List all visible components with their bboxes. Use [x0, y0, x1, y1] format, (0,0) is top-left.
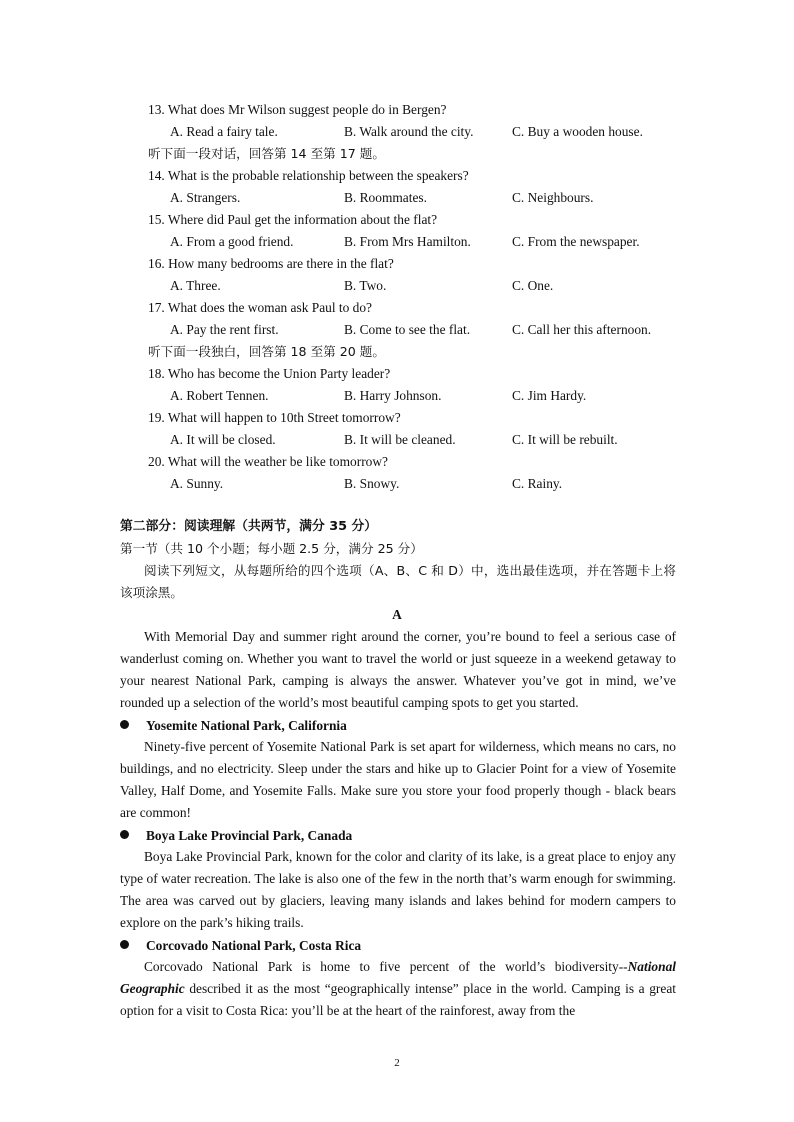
park-heading-text: Yosemite National Park, California [146, 718, 347, 733]
question-16-text: 16. How many bedrooms are there in the flat? [148, 256, 394, 271]
reading-instructions: 阅读下列短文，从每题所给的四个选项（A、B、C 和 D）中，选出最佳选项，并在答题卡上将该项涂黑。 [120, 563, 676, 600]
instruction-18-20: 听下面一段独白，回答第 18 至第 20 题。 [148, 344, 385, 359]
question-17-option-c: C. Call her this afternoon. [512, 322, 652, 337]
section-one-title: 第一节（共 10 个小题；每小题 2.5 分，满分 25 分） [120, 541, 423, 556]
question-14-text: 14. What is the probable relationship between the speakers? [148, 168, 469, 183]
bullet-icon [120, 940, 129, 949]
question-14-option-a: A. Strangers. [170, 190, 241, 205]
park-heading-yosemite [120, 717, 347, 735]
park-text-boya-lake: Boya Lake Provincial Park, known for the color and clarity of its lake, is a great place to enjoy any type of water recreation. The lake is also one of the few in the north that’s warm enough for swimming. The area was carved out by glaciers, leaving many islands and lakes behind for modern campers to explore on the park’s hiking trails. [120, 849, 676, 930]
question-19-option-c: C. It will be rebuilt. [512, 432, 618, 447]
passage-intro: With Memorial Day and summer right around the corner, you’re bound to feel a serious case of wanderlust coming on. Whether you want to travel the world or just squeeze in a weekend getaway to your nearest National Park, camping is always the answer. Whatever you’ve got in mind, we’ve rounded up a selection of the world’s most beautiful camping spots to get you started. [120, 629, 676, 710]
question-15-option-c: C. From the newspaper. [512, 234, 640, 249]
question-17-option-b: B. Come to see the flat. [344, 322, 471, 337]
park-heading-corcovado [120, 937, 361, 955]
park-text-part: Corcovado National Park is home to five percent of the world’s biodiversity-- [144, 959, 628, 974]
passage-letter: A [392, 607, 402, 622]
park-heading-text: Boya Lake Provincial Park, Canada [146, 828, 353, 843]
question-20-text: 20. What will the weather be like tomorrow? [148, 454, 388, 469]
instruction-14-17: 听下面一段对话，回答第 14 至第 17 题。 [148, 146, 385, 161]
question-20-option-a: A. Sunny. [170, 476, 224, 491]
park-heading-text: Corcovado National Park, Costa Rica [146, 938, 362, 953]
question-13-option-b: B. Walk around the city. [344, 124, 474, 139]
question-13-option-a: A. Read a fairy tale. [170, 124, 278, 139]
park-text-yosemite: Ninety-five percent of Yosemite National Park is set apart for wilderness, which means no cars, no buildings, and no electricity. Sleep under the stars and hike up to Glacier Point for a view of Yosemite Valley, Half Dome, and Yosemite Falls. Make sure you store your food properly though - black bears are common! [120, 739, 676, 820]
question-14-option-b: B. Roommates. [344, 190, 427, 205]
question-16-option-b: B. Two. [344, 278, 387, 293]
question-15-option-b: B. From Mrs Hamilton. [344, 234, 471, 249]
question-19-option-a: A. It will be closed. [170, 432, 276, 447]
question-18-option-c: C. Jim Hardy. [512, 388, 587, 403]
question-13-option-c: C. Buy a wooden house. [512, 124, 643, 139]
bullet-icon [120, 830, 129, 839]
question-19-text: 19. What will happen to 10th Street tomorrow? [148, 410, 401, 425]
question-16-option-a: A. Three. [170, 278, 221, 293]
question-20-option-c: C. Rainy. [512, 476, 563, 491]
page-number: 2 [394, 1057, 400, 1069]
magazine-name: National Geographic [120, 959, 676, 996]
question-18-text: 18. Who has become the Union Party leader? [148, 366, 391, 381]
question-18-option-b: B. Harry Johnson. [344, 388, 442, 403]
question-18-option-a: A. Robert Tennen. [170, 388, 269, 403]
question-16-option-c: C. One. [512, 278, 554, 293]
bullet-icon [120, 720, 129, 729]
question-17-option-a: A. Pay the rent first. [170, 322, 279, 337]
park-text-part: described it as the most “geographically intense” place in the world. Camping is a great option for a visit to Costa Rica: you’ll be at the heart of the rainforest, away from the [120, 981, 676, 1018]
question-15-option-a: A. From a good friend. [170, 234, 294, 249]
question-15-text: 15. Where did Paul get the information about the flat? [148, 212, 438, 227]
question-19-option-b: B. It will be cleaned. [344, 432, 456, 447]
park-heading-boya-lake [120, 827, 352, 845]
question-20-option-b: B. Snowy. [344, 476, 400, 491]
question-17-text: 17. What does the woman ask Paul to do? [148, 300, 373, 315]
part-two-title: 第二部分：阅读理解（共两节，满分 35 分） [120, 519, 378, 534]
question-14-option-c: C. Neighbours. [512, 190, 594, 205]
question-13-text: 13. What does Mr Wilson suggest people do in Bergen? [148, 102, 447, 117]
park-text-corcovado [120, 956, 676, 1022]
